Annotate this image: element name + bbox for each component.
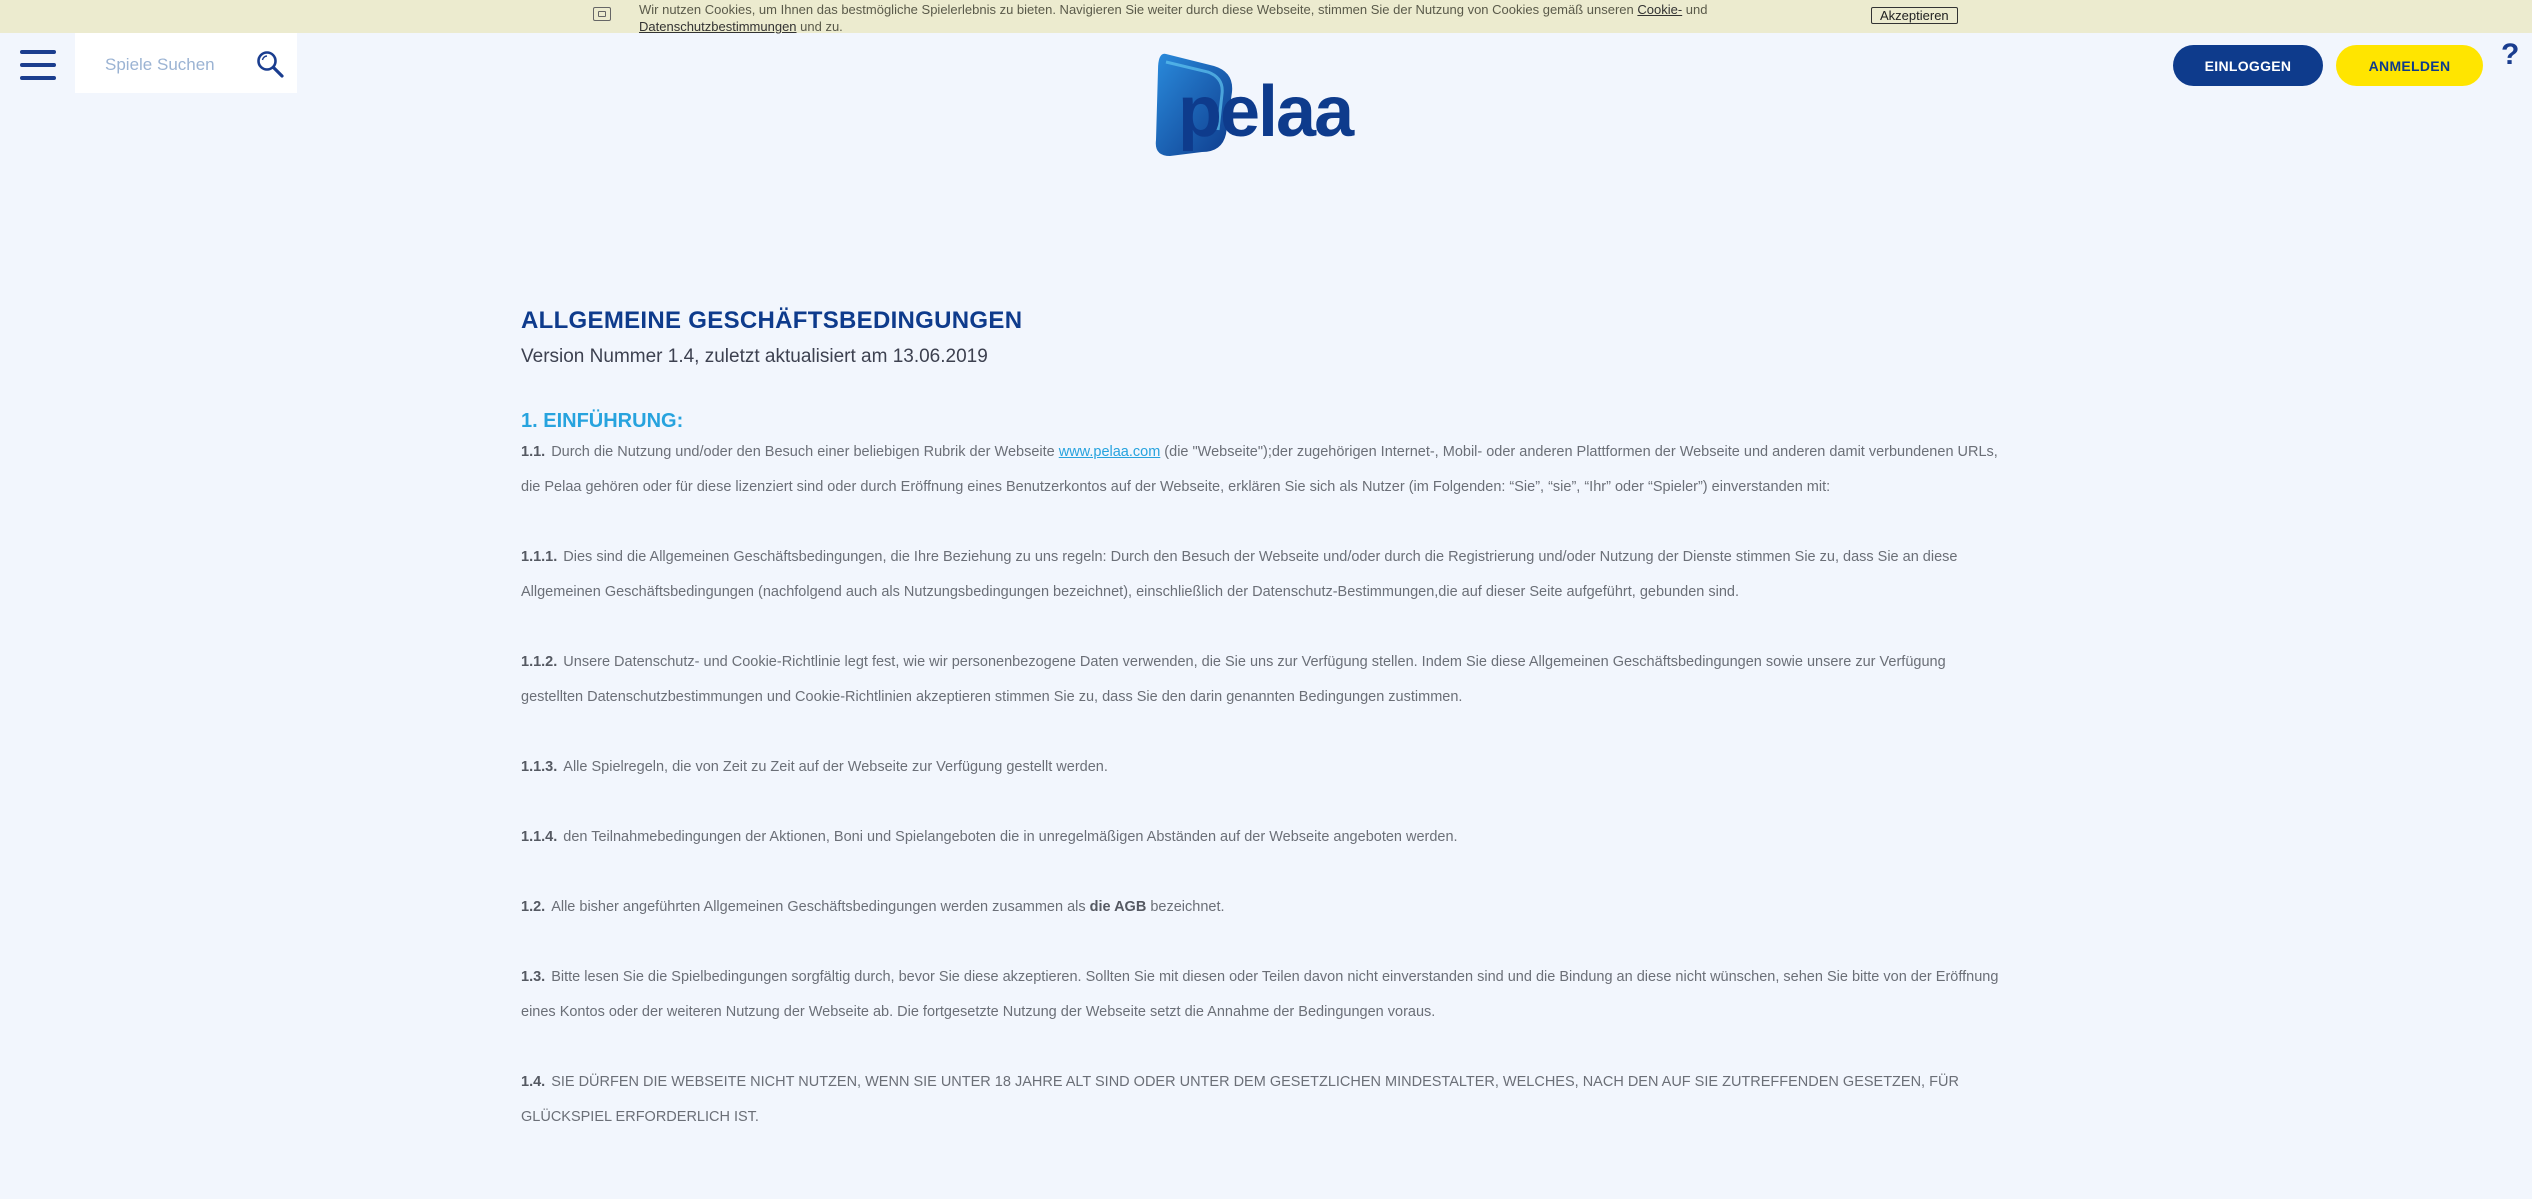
paragraph-text: Unsere Datenschutz- und Cookie-Richtlinie legt fest, wie wir personenbezogene Daten verwenden, die Sie uns zur Verfügung stellen. Indem Sie diese Allgemeinen Geschäftsbedingungen sowie unsere zur Verfügung gestellten Datenschutzbestimmungen und Cookie-Richtlinien akzeptieren stimmen Sie zu, dass Sie den darin genannten Bedingungen zustimmen. — [521, 654, 1946, 705]
cookie-text-intro: Wir nutzen Cookies, um Ihnen das bestmögliche Spielerlebnis zu bieten. Navigieren Sie weiter durch diese Webseite, stimmen Sie der Nutzung von Cookies gemäß unseren — [639, 2, 1638, 17]
cookie-banner — [0, 0, 2532, 33]
help-icon[interactable]: ? — [2501, 38, 2520, 71]
paragraph-text: SIE DÜRFEN DIE WEBSEITE NICHT NUTZEN, WENN SIE UNTER 18 JAHRE ALT SIND ODER UNTER DEM GESETZLICHEN MINDESTALTER, WELCHES, NACH DEN AUF SIE ZUTREFFENDEN GESETZEN, FÜR GLÜCKSPIEL ERFORDERLICH IST. — [521, 1074, 1959, 1125]
accept-cookies-button[interactable]: Akzeptieren — [1871, 7, 1958, 24]
paragraph-text: den Teilnahmebedingungen der Aktionen, Boni und Spielangeboten die in unregelmäßigen Abständen auf der Webseite angeboten werden. — [563, 829, 1458, 845]
paragraph-1-1-2 — [521, 645, 2011, 715]
paragraph-1-3 — [521, 960, 2011, 1030]
logo-wordmark: pelaa — [1178, 72, 1353, 152]
paragraph-number: 1.1.3. — [521, 759, 558, 775]
search-box — [75, 33, 297, 93]
paragraph-number: 1.1.2. — [521, 654, 558, 670]
paragraph-number: 1.1. — [521, 444, 546, 460]
paragraph-1-1 — [521, 435, 2011, 505]
paragraph-text: (die "Webseite");der zugehörigen Internet-, Mobil- oder anderen Plattformen der Webseite und anderen damit verbundenen URLs, die Pelaa gehören oder für diese lizenziert sind oder durch Eröffnung eines Benutzerkontos auf der Webseite, erklären Sie sich als Nutzer (im Folgenden: “Sie”, “sie”, “Ihr” oder “Spieler”) einverstanden mit: — [521, 444, 1998, 495]
paragraph-text: Bitte lesen Sie die Spielbedingungen sorgfältig durch, bevor Sie diese akzeptieren. Sollten Sie mit diesen oder Teilen davon nicht einverstanden sind und die Bindung an diese nicht wünschen, sehen Sie bitte von der Eröffnung eines Kontos oder der weiteren Nutzung der Webseite ab. Die fortgesetzte Nutzung der Webseite setzt die Annahme der Bedingungen voraus. — [521, 969, 1999, 1020]
search-input[interactable] — [103, 51, 257, 79]
paragraph-text: Alle Spielregeln, die von Zeit zu Zeit auf der Webseite zur Verfügung gestellt werden. — [563, 759, 1108, 775]
paragraph-number: 1.1.1. — [521, 549, 558, 565]
paragraph-number: 1.2. — [521, 899, 546, 915]
paragraph-text: Dies sind die Allgemeinen Geschäftsbedingungen, die Ihre Beziehung zu uns regeln: Durch den Besuch der Webseite und/oder durch die Registrierung und/oder Nutzung der Dienste stimmen Sie zu, dass Sie an diese Allgemeinen Geschäftsbedingungen (nachfolgend auch als Nutzungsbedingungen bezeichnet), einschließlich der Datenschutz-Bestimmungen,die auf dieser Seite aufgeführt, gebunden sind. — [521, 549, 1958, 600]
hamburger-menu-icon[interactable] — [20, 50, 56, 80]
cookie-banner-text — [639, 1, 1839, 35]
section-1-title: 1. EINFÜHRUNG: — [521, 410, 684, 432]
pelaa-logo[interactable] — [1152, 48, 1392, 160]
cookie-policy-link[interactable]: Cookie- — [1637, 2, 1683, 17]
cookie-info-icon — [593, 7, 611, 21]
paragraph-number: 1.3. — [521, 969, 546, 985]
version-info: Version Nummer 1.4, zuletzt aktualisiert am 13.06.2019 — [521, 346, 988, 367]
login-button[interactable]: EINLOGGEN — [2173, 45, 2323, 86]
cookie-text-end: und zu. — [796, 19, 843, 34]
paragraph-1-1-4 — [521, 820, 2011, 855]
terms-content — [521, 305, 2011, 1135]
paragraph-number: 1.1.4. — [521, 829, 558, 845]
paragraph-1-2 — [521, 890, 2011, 925]
cookie-text-and: und — [1682, 2, 1708, 17]
paragraph-number: 1.4. — [521, 1074, 546, 1090]
paragraph-1-1-1 — [521, 540, 2011, 610]
privacy-policy-link[interactable]: Datenschutzbestimmungen — [639, 19, 797, 34]
register-button[interactable]: ANMELDEN — [2336, 45, 2483, 86]
paragraph-text: Alle bisher angeführten Allgemeinen Geschäftsbedingungen werden zusammen als — [551, 899, 1090, 915]
search-icon[interactable] — [255, 49, 285, 79]
paragraph-text: Durch die Nutzung und/oder den Besuch einer beliebigen Rubrik der Webseite — [551, 444, 1059, 460]
agb-term: die AGB — [1089, 899, 1147, 915]
paragraph-text: bezeichnet. — [1146, 899, 1225, 915]
paragraph-1-1-3 — [521, 750, 2011, 785]
pelaa-website-link[interactable]: www.pelaa.com — [1058, 444, 1161, 460]
paragraph-1-4 — [521, 1065, 2011, 1135]
page-title: ALLGEMEINE GESCHÄFTSBEDINGUNGEN — [521, 307, 1023, 334]
